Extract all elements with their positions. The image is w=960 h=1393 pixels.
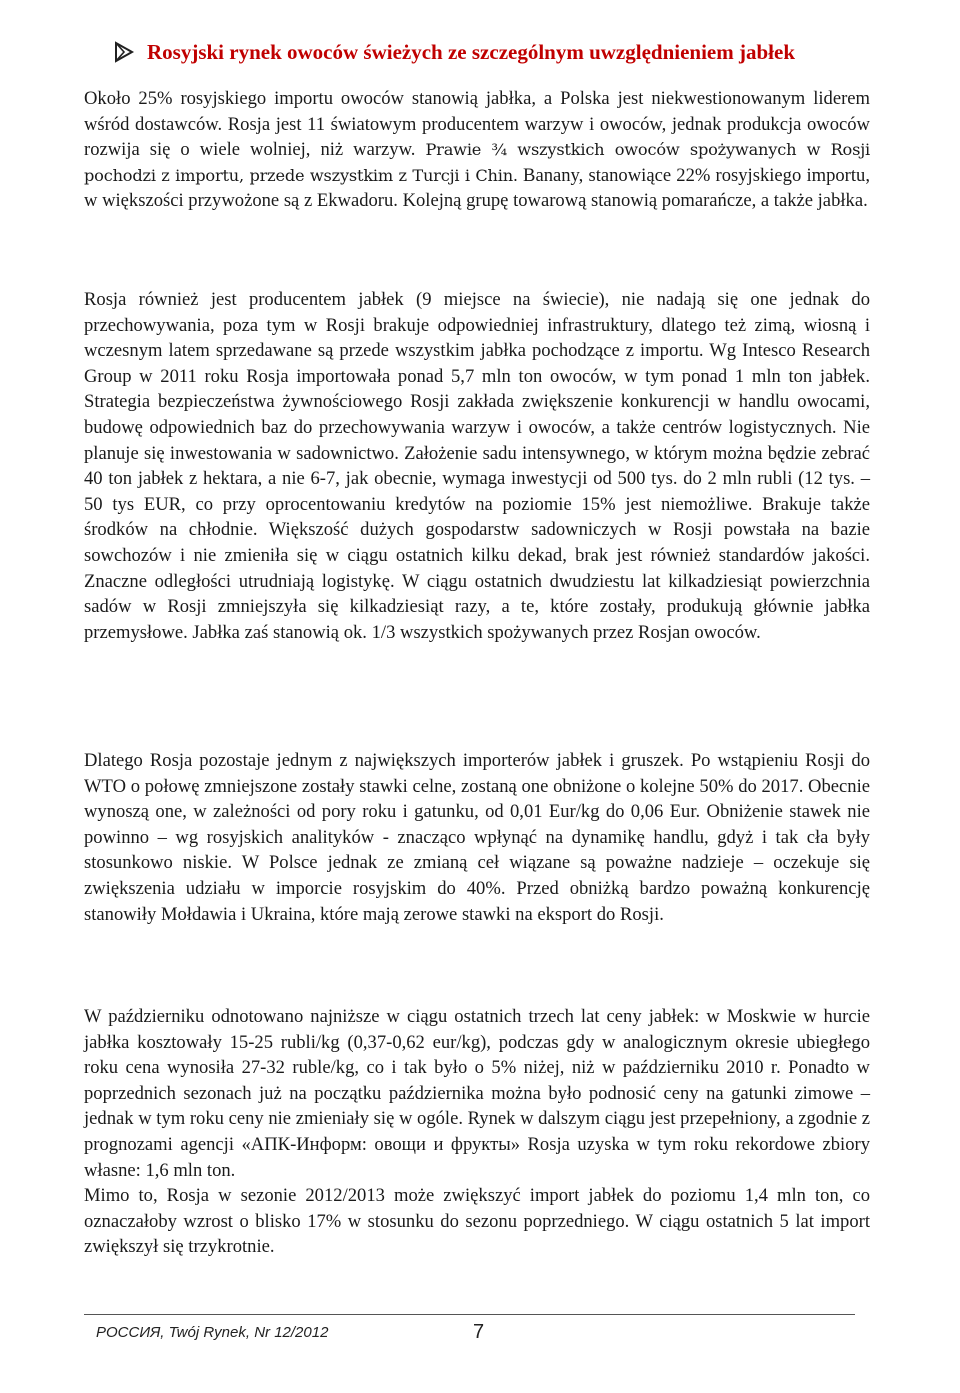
paragraph-1-part-3: Banany, stanowiące 22% rosyjskiego importu, w większości przywożone są z Ekwadoru. Kolejną grupę towarową stanowią pomarańcze, a także jabłka. [84,164,870,212]
paragraph-4 [84,1004,870,1260]
arrow-bullet-icon [113,41,135,63]
paragraph-1-part-1: Około 25% rosyjskiego importu owoców stanowią jabłka, a Polska jest niekwestionowanym liderem wśród dostawców. Rosja jest 11 światowym producentem warzyw i owoców, jednak produkcja owoców rozwija się o wiele wolniej, niż warzyw. [84,88,870,161]
paragraph-4-line-2: Mimo to, Rosja w sezonie 2012/2013 może zwiększyć import jabłek do poziomu 1,4 mln ton, co oznaczałoby wzrost o blisko 17% w stosunku do sezonu poprzedniego. W ciągu ostatnich 5 lat import zwiększył się trzykrotnie. [84,1185,870,1258]
paragraph-1 [84,86,870,214]
paragraph-3: Dlatego Rosja pozostaje jednym z największych importerów jabłek i gruszek. Po wstąpieniu Rosji do WTO o połowę zmniejszone zostały stawki celne, zostaną one obniżone o kolejne 50% do 2017. Obecnie wynoszą one, w zależności od pory roku i gatunku, od 0,01 Eur/kg do 0,06 Eur. Obniżenie stawek nie powinno – wg rosyjskich analityków - znacząco wpłynąć na dynamikę handlu, gdyż i tak cła były stosunkowo niskie. W Polsce jednak ze zmianą ceł wiązane są poważne nadzieje – oczekuje się zwiększenia udziału w imporcie rosyjskim do 40%. Przed obniżką bardzo poważną konkurencję stanowiły Mołdawia i Ukraina, które mają zerowe stawki na eksport do Rosji. [84,750,870,925]
footer-publication: РОССИЯ, Twój Rynek, Nr 12/2012 [96,1324,329,1341]
page-number: 7 [473,1321,485,1343]
section-title: Rosyjski rynek owoców świeżych ze szczególnym uwzględnieniem jabłek [147,39,796,64]
paragraph-1-part-2: Prawie ¾ wszystkich owoców spożywanych w Rosji pochodzi z importu, przede wszystkim z Turcji i Chin. [84,140,871,185]
paragraph-2: Rosja również jest producentem jabłek (9 miejsce na świecie), nie nadają się one jednak do przechowywania, poza tym w Rosji brakuje odpowiedniej infrastruktury, dlatego też zimą, wiosną i wczesnym latem sprzedawane są przede wszystkim jabłka pochodzące z importu. Wg Intesco Research Group w 2011 roku Rosja importowała ponad 5,7 mln ton owoców, w tym ponad 1 mln ton jabłek. Strategia bezpieczeństwa żywnościowego Rosji zakłada zwiększenie konkurencji w handlu owocami, budowę odpowiednich baz do przechowywania warzyw i owoców, a także centrów logistycznych. Nie planuje się inwestowania w sadownictwo. Założenie sadu intensywnego, w którym można będzie zebrać 40 ton jabłek z hektara, a nie 6-7, jak obecnie, wymaga inwestycji od 500 tys. do 2 mln rubli (12 tys. – 50 tys EUR, co przy oprocentowaniu kredytów na poziomie 15% jest niemożliwe. Brakuje także środków na chłodnie. Większość dużych gospodarstw sadowniczych w Rosji powstała na bazie sowchozów i nie zmieniła się w ciągu ostatnich kilku dekad, brak jest również standardów jakości. Znaczne odległości utrudniają logistykę. W ciągu ostatnich dwudziestu lat kilkadziesiąt powierzchnia sadów w Rosji zmniejszyła się kilkadziesiąt razy, a te, które zostały, produkują głównie jabłka przemysłowe. Jabłka zaś stanowią ok. 1/3 wszystkich spożywanych przez Rosjan owoców. [84,289,870,643]
paragraph-4-line-1: W październiku odnotowano najniższe w ciągu ostatnich trzech lat ceny jabłek: w Moskwie w hurcie jabłka kosztowały 15-25 rubli/kg (0,37-0,62 eur/kg), podczas gdy w analogicznym okresie ubiegłego roku cena wynosiła 27-32 ruble/kg, co i tak było o 5% niżej, niż w październiku 2010 r. Ponadto w poprzednich sezonach już na początku października można było podnosić ceny na gatunki zimowe – jednak w tym roku ceny nie zmieniały się w ogóle. Rynek w dalszym ciągu jest przepełniony, a zgodnie z prognozami agencji «АПК-Информ: овощи и фрукты» Rosja uzyska w tym roku rekordowe zbiory własne: 1,6 mln ton. [84,1006,870,1181]
footer-divider [84,1314,855,1315]
section-heading [113,38,913,66]
